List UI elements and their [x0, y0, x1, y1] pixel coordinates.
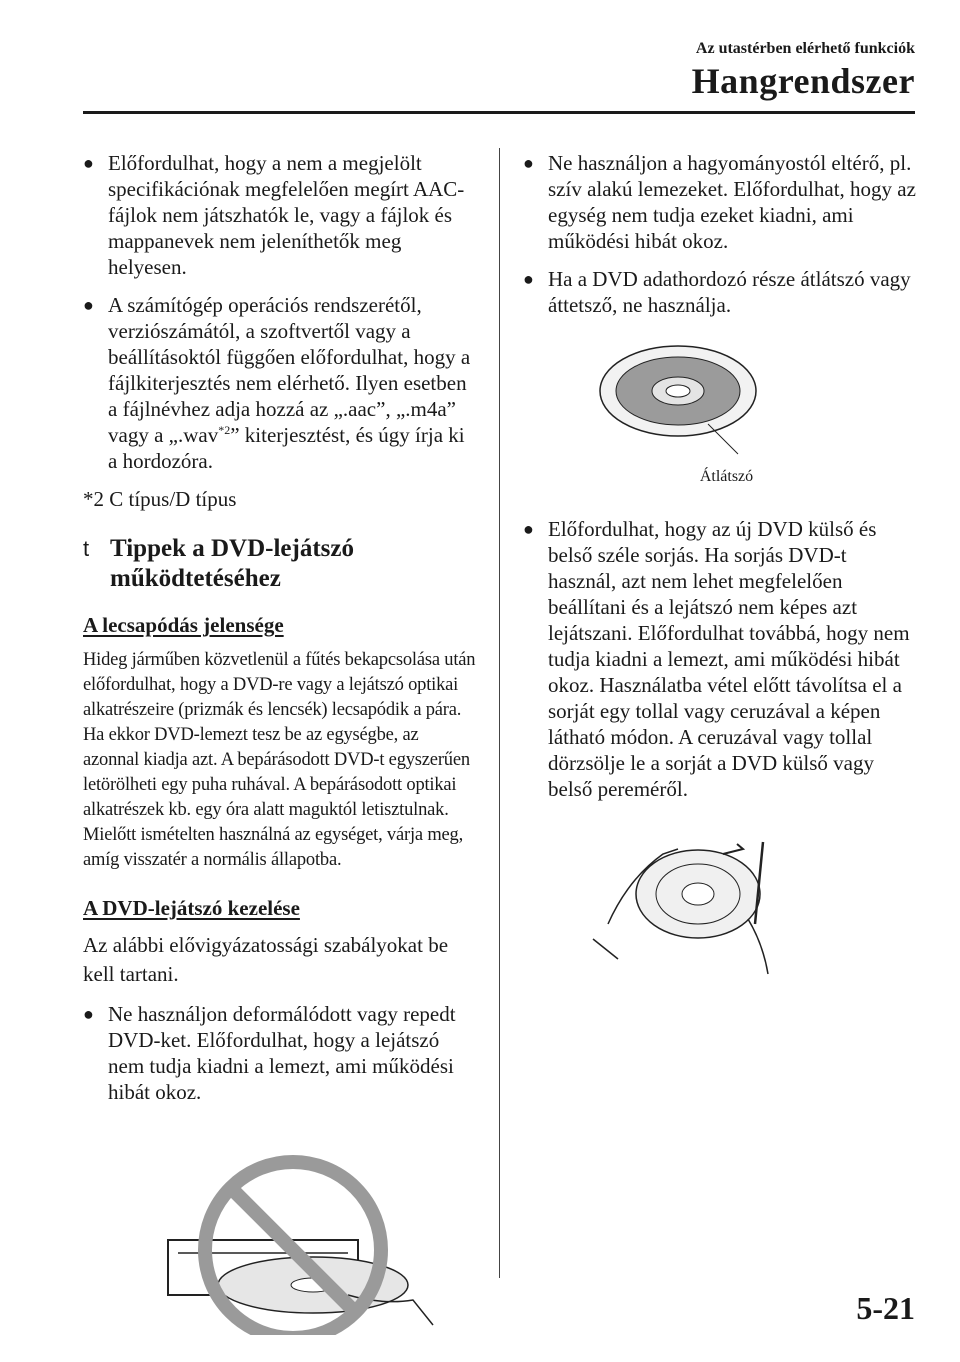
- section-marker-icon: t: [83, 536, 90, 561]
- bullet-icon: ●: [523, 269, 534, 289]
- paragraph-condensation: Hideg járműben közvetlenül a fűtés bekapcsolása után előfordulhat, hogy a DVD-re vagy a lejátszó optikai alkatrészeire (prizmák és lencsék) lecsapódik a pára. Ha ekkor DVD-lemezt tesz be az egységbe, az azonnal kiadja azt. A bepárásodott DVD-t egyszerűen letörölheti egy puha ruhával. A bepárásodott optikai alkatrészek kb. egy óra alatt maguktól letisztulnak. Mielőtt ismételten használná az egységet, várja meg, amíg visszatér a normális állapotba.: [83, 650, 476, 870]
- list-item: ● Előfordulhat, hogy a nem a megjelölt specifikációnak megfelelően megírt AAC-fájlok nem játszhatók le, vagy a fájlok és mappanevek nem jeleníthetők meg helyesen.: [83, 151, 465, 279]
- column-divider: [499, 148, 500, 1278]
- transparent-disc-illustration: [523, 336, 918, 476]
- page-number: 5-21: [856, 1290, 915, 1326]
- list-item: ● Előfordulhat, hogy az új DVD külső és belső széle sorjás. Ha sorjás DVD-t használ, azt nem lehet megfelelően beállítani és a lejátszó nem képes azt lejátszani. Előfordulhat továbbá, hogy nem tudja kiadni a lemezt, ami működési hibát okoz. Használatba vétel előtt távolítsa el a sorját egy tollal vagy ceruzával a képen látható módon. A ceruzával vagy tollal dörzsölje le a sorját a DVD külső vagy belső pereméről.: [523, 517, 910, 801]
- bullet-icon: ●: [523, 519, 534, 539]
- bullet-icon: ●: [83, 1004, 94, 1024]
- list-item: ● Ne használjon a hagyományostól eltérő, pl. szív alakú lemezeket. Előfordulhat, hogy az egység nem tudja ezeket kiadni, ami működési hibát okoz.: [523, 151, 916, 253]
- left-column: [83, 150, 478, 1335]
- paragraph-precautions: Az alábbi elővigyázatossági szabályokat be kell tartani.: [83, 933, 449, 986]
- list-item: ● Ne használjon deformálódott vagy repedt DVD-ket. Előfordulhat, hogy a lejátszó nem tudja kiadni a lemezt, ami működési hibát okoz.: [83, 1002, 456, 1104]
- header-subtitle: Az utastérben elérhető funkciók: [695, 40, 915, 57]
- right-hand-outline: [748, 919, 768, 974]
- right-column: [523, 150, 918, 984]
- bullet-icon: ●: [523, 153, 534, 173]
- list-item: ● A számítógép operációs rendszerétől, verziószámától, a szoftvertől vagy a beállításoktól függően előfordulhat, hogy a fájlkiterjesztés nem elérhető. Ilyen esetben a fájlnévhez adja hozzá az „.aac”, „.m4a” vagy a „.wav$^{*2}$” kiterjesztést, és úgy írja ki a hordozóra.: [83, 293, 471, 473]
- bullet-icon: ●: [83, 295, 94, 315]
- page-title: Hangrendszer: [691, 61, 915, 101]
- subheading-handling: A DVD-lejátszó kezelése: [83, 896, 300, 920]
- list-item: ● Ha a DVD adathordozó része átlátszó vagy áttetsző, ne használja.: [523, 267, 911, 317]
- arrow-icon: [723, 844, 743, 854]
- footnote: *2 C típus/D típus: [83, 487, 237, 511]
- bullet-icon: ●: [83, 153, 94, 173]
- figure-label: Átlátszó: [699, 468, 754, 485]
- prohibited-cracked-disc-illustration: [83, 1135, 478, 1335]
- section-heading: t Tippek a DVD-lejátszó működtetéséhez: [83, 535, 354, 592]
- header-rule: [83, 111, 915, 114]
- deburring-disc-illustration: [523, 824, 918, 984]
- subheading-condensation: A lecsapódás jelensége: [83, 613, 284, 637]
